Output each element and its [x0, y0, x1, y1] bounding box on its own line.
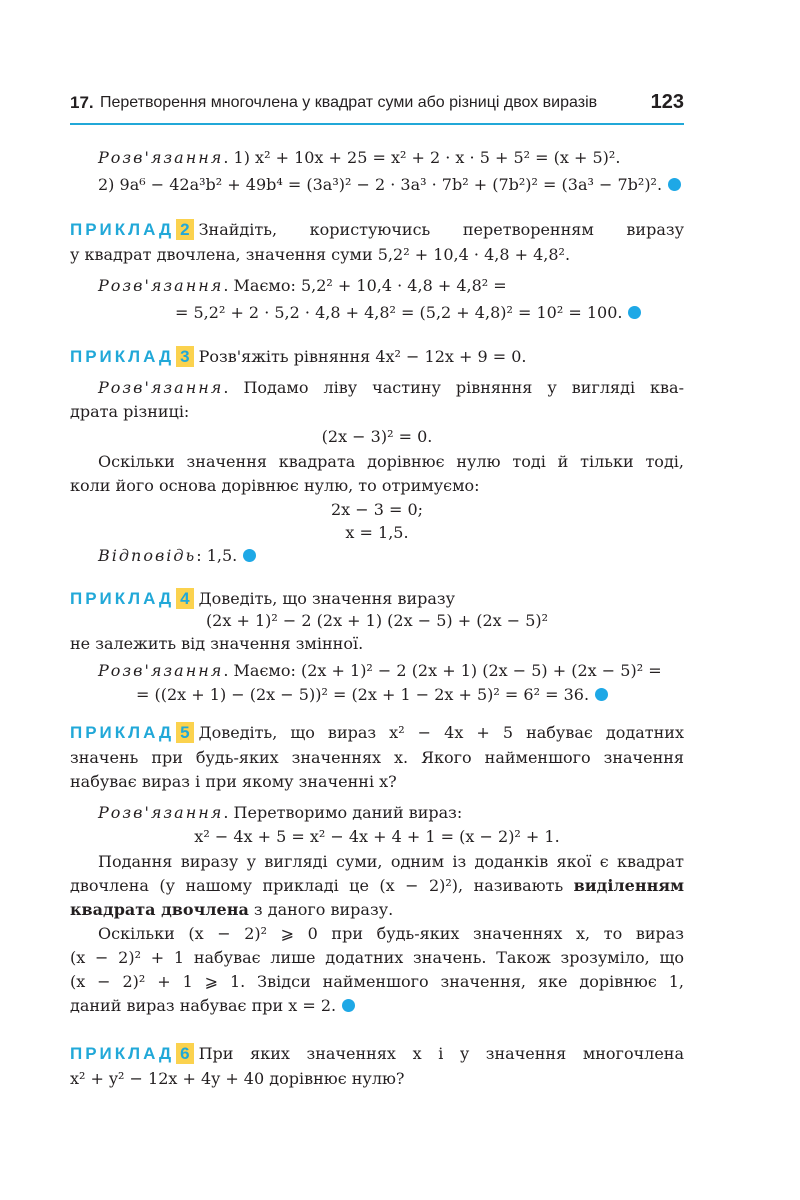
solution-line [98, 147, 684, 169]
chapter-number: 17. [70, 93, 94, 112]
solution-label: Розв'язання [98, 378, 224, 397]
text-line: значень при будь-яких значеннях x. Якого найменшого значення [70, 748, 684, 767]
text-line: даний вираз набуває при x = 2. [70, 995, 684, 1017]
example-4-heading: ПРИКЛАД 4 Доведіть, що значення виразу [70, 589, 456, 608]
solution-label: Розв'язання [98, 661, 224, 680]
math-line: = 5,2² + 2 · 5,2 · 4,8 + 4,8² = (5,2 + 4,8)² = 10² = 100. [175, 302, 684, 324]
solution-line: Розв'язання. Маємо: (2x + 1)² − 2 (2x + 1) (2x − 5) + (2x − 5)² = [98, 661, 662, 680]
example-3-heading: ПРИКЛАД 3 Розв'яжіть рівняння 4x² − 12x + 9 = 0. [70, 347, 527, 366]
text-line: Оскільки (x − 2)² ⩾ 0 при будь-яких значеннях x, то вираз [98, 924, 684, 943]
solution-line: Розв'язання. Маємо: 5,2² + 10,4 · 4,8 + 4,8² = [98, 276, 507, 295]
example-number-badge: 2 [176, 219, 193, 240]
solution-label: Розв'язання [98, 148, 224, 167]
equation: (2x − 3)² = 0. [321, 427, 433, 446]
text-line: (x − 2)² + 1 ⩾ 1. Звідси найменшого значення, яке дорівнює 1, [70, 972, 684, 991]
text-line: набуває вираз і при якому значенні x? [70, 772, 397, 791]
bold-term: квадрата двочлена [70, 900, 249, 919]
bold-term: виділенням [573, 876, 684, 895]
text-line: у квадрат двочлена, значення суми 5,2² + 10,4 · 4,8 + 4,8². [70, 245, 571, 264]
end-marker-icon [628, 306, 641, 319]
end-marker-icon [668, 178, 681, 191]
solution-line: Розв'язання. Перетворимо даний вираз: [98, 803, 463, 822]
page-number: 123 [650, 91, 684, 113]
example-label: ПРИКЛАД [70, 220, 175, 239]
text-line: двочлена (у нашому прикладі це (x − 2)²), називають виділенням [70, 876, 684, 895]
text-line: коли його основа дорівнює нулю, то отримуємо: [70, 476, 480, 495]
answer-label: Відповідь [98, 546, 197, 565]
solution-line: Розв'язання. Подамо ліву частину рівняння у вигляді ква- [98, 378, 684, 397]
example-label: ПРИКЛАД [70, 347, 175, 366]
example-number-badge: 5 [176, 722, 193, 743]
text-line: x² + y² − 12x + 4y + 40 дорівнює нулю? [70, 1069, 405, 1088]
page-header [70, 93, 684, 125]
example-2-heading: ПРИКЛАД 2 Знайдіть, користуючись перетворенням виразу [70, 220, 684, 239]
example-label: ПРИКЛАД [70, 1044, 175, 1063]
end-marker-icon [243, 549, 256, 562]
equation: x² − 4x + 5 = x² − 4x + 4 + 1 = (x − 2)² + 1. [194, 827, 560, 846]
example-5-heading: ПРИКЛАД 5 Доведіть, що вираз x² − 4x + 5 набуває додатних [70, 723, 684, 742]
equation: (2x + 1)² − 2 (2x + 1) (2x − 5) + (2x − 5)² [205, 611, 549, 630]
solution-label: Розв'язання [98, 803, 224, 822]
example-number-badge: 6 [176, 1043, 193, 1064]
text-line: Подання виразу у вигляді суми, одним із доданків якої є квадрат [98, 852, 684, 871]
equation: 2x − 3 = 0; [330, 500, 424, 519]
end-marker-icon [595, 688, 608, 701]
math-line: 2) 9a⁶ − 42a³b² + 49b⁴ = (3a³)² − 2 · 3a³ · 7b² + (7b²)² = (3a³ − 7b²)². [98, 174, 684, 196]
math-line: = ((2x + 1) − (2x − 5))² = (2x + 1 − 2x + 5)² = 6² = 36. [136, 684, 684, 706]
example-label: ПРИКЛАД [70, 589, 175, 608]
example-label: ПРИКЛАД [70, 723, 175, 742]
text-line: не залежить від значення змінної. [70, 634, 364, 653]
text-line: драта різниці: [70, 402, 190, 421]
end-marker-icon [342, 999, 355, 1012]
example-number-badge: 4 [176, 588, 193, 609]
text-line: квадрата двочлена з даного виразу. [70, 900, 394, 919]
solution-label: Розв'язання [98, 276, 224, 295]
example-6-heading: ПРИКЛАД 6 При яких значеннях x і y значення многочлена [70, 1044, 684, 1063]
equation: x = 1,5. [345, 523, 409, 542]
chapter-title: Перетворення многочлена у квадрат суми або різниці двох виразів [100, 94, 598, 111]
example-number-badge: 3 [176, 346, 193, 367]
text-line: (x − 2)² + 1 набуває лише додатних значень. Також зрозуміло, що [70, 948, 684, 967]
answer-line: Відповідь: 1,5. [98, 545, 684, 567]
math-line: . 1) x² + 10x + 25 = x² + 2 · x · 5 + 5² = (x + 5)². [223, 148, 621, 167]
text-line: Оскільки значення квадрата дорівнює нулю тоді й тільки тоді, [98, 452, 684, 471]
